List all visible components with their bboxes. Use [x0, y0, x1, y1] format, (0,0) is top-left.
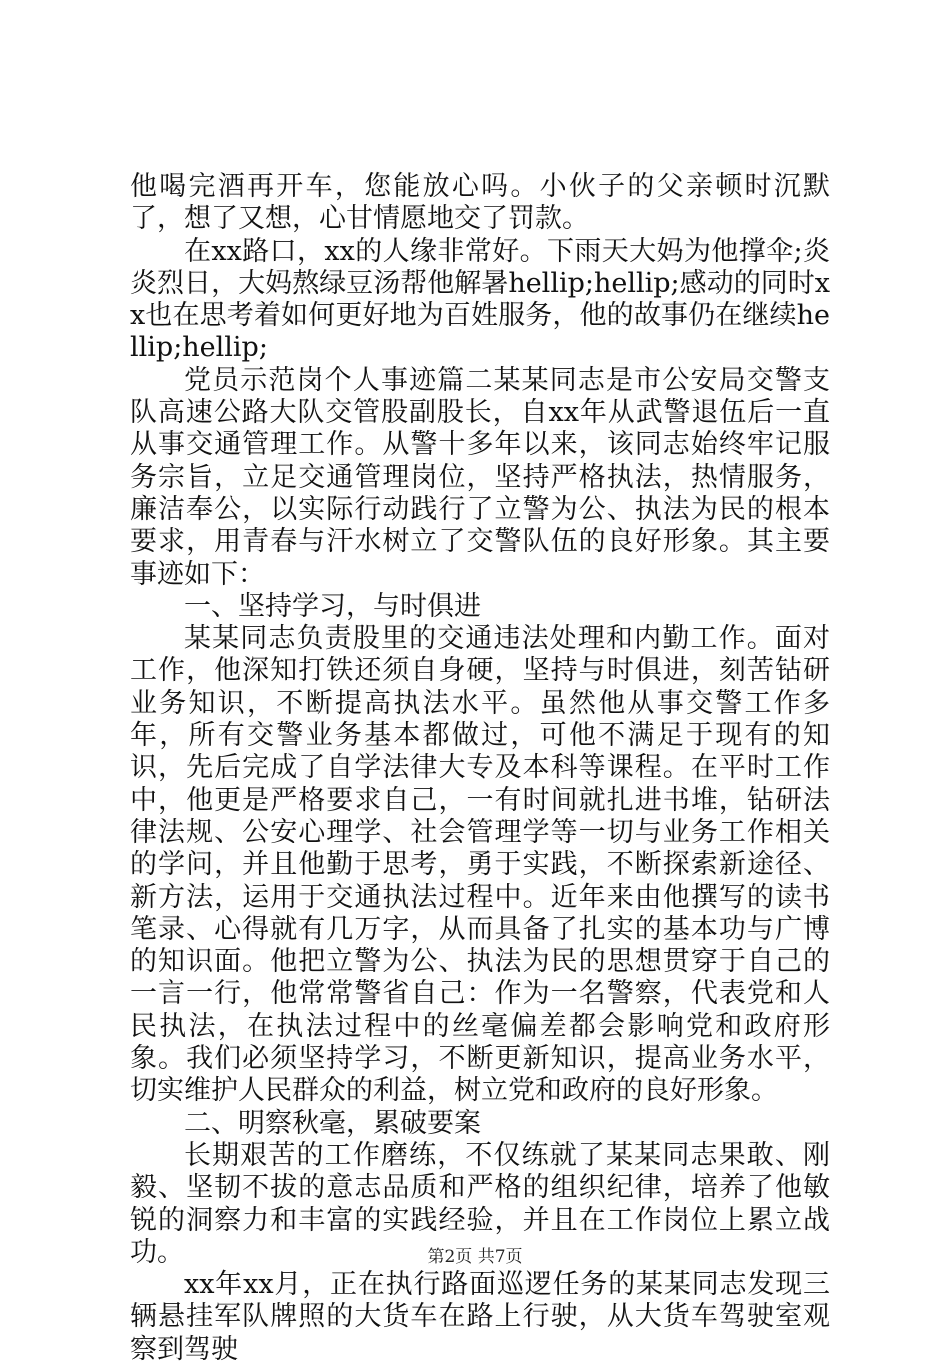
document-body — [130, 171, 830, 1366]
section-heading-cases: 二、明察秋毫，累破要案 — [184, 1107, 481, 1139]
paragraph-cases: 长期艰苦的工作磨练，不仅练就了某某同志果敢、刚毅、坚韧不拔的意志品质和严格的组织纪律，培养了他敏锐的洞察力和丰富的实践经验，并且在工作岗位上累立战功。 — [130, 1139, 830, 1268]
page-indicator: 第2页 共7页 — [427, 1247, 523, 1267]
paragraph-continuation: 他喝完酒再开车，您能放心吗。小伙子的父亲顿时沉默了，想了又想，心甘情愿地交了罚款。 — [130, 171, 830, 235]
page-footer — [0, 1242, 950, 1267]
paragraph-patrol: xx年xx月，正在执行路面巡逻任务的某某同志发现三辆悬挂军队牌照的大货车在路上行驶，从大货车驾驶室观察到驾驶 — [130, 1269, 830, 1365]
paragraph-intersection-story: 在xx路口，xx的人缘非常好。下雨天大妈为他撑伞;炎炎烈日，大妈熬绿豆汤帮他解暑hellip;hellip;感动的同时xx也在思考着如何更好地为百姓服务，他的故事仍在继续hellip;hellip; — [130, 235, 830, 364]
paragraph-article-two-intro: 党员示范岗个人事迹篇二某某同志是市公安局交警支队高速公路大队交管股副股长，自xx年从武警退伍后一直从事交通管理工作。从警十多年以来，该同志始终牢记服务宗旨，立足交通管理岗位，坚持严格执法，热情服务，廉洁奉公，以实际行动践行了立警为公、执法为民的根本要求，用青春与汗水树立了交警队伍的良好形象。其主要事迹如下： — [130, 364, 830, 590]
paragraph-study: 某某同志负责股里的交通违法处理和内勤工作。面对工作，他深知打铁还须自身硬，坚持与时俱进，刻苦钻研业务知识，不断提高执法水平。虽然他从事交警工作多年，所有交警业务基本都做过，可他不满足于现有的知识，先后完成了自学法律大专及本科等课程。在平时工作中，他更是严格要求自己，一有时间就扎进书堆，钻研法律法规、公安心理学、社会管理学等一切与业务工作相关的学问，并且他勤于思考，勇于实践，不断探索新途径、新方法，运用于交通执法过程中。近年来由他撰写的读书笔录、心得就有几万字，从而具备了扎实的基本功与广博的知识面。他把立警为公、执法为民的思想贯穿于自己的一言一行，他常常警省自己：作为一名警察，代表党和人民执法，在执法过程中的丝毫偏差都会影响党和政府形象。我们必须坚持学习，不断更新知识，提高业务水平，切实维护人民群众的利益，树立党和政府的良好形象。 — [130, 623, 830, 1107]
section-heading-study: 一、坚持学习，与时俱进 — [184, 590, 481, 622]
